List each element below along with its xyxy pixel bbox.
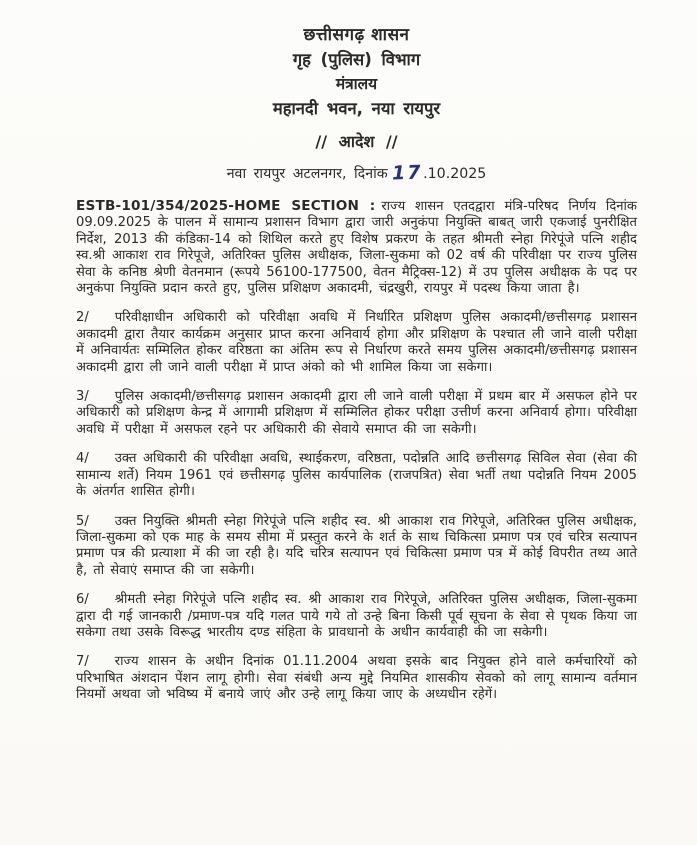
paragraph-7-number: 7/ — [76, 654, 89, 670]
building-location: महानदी भवन, नया रायपुर — [272, 99, 441, 118]
order-title: // आदेश // — [315, 132, 398, 151]
ministry-label: मंत्रालय — [335, 75, 378, 93]
document-header — [76, 22, 637, 183]
paragraph-6 — [76, 592, 637, 641]
date-line — [76, 161, 637, 183]
paragraph-7-text: राज्य शासन के अधीन दिनांक 01.11.2004 अथवा इसके बाद नियुक्त होने वाले कर्मचारियों को परिभाषित अंशदान पेंशन लागू होगी। सेवा संबंधी अन्य मुद्दे नियमित शासकीय सेवको को लागू सामान्य वर्तमान नियमों अथवा जो भविष्य में बनाये जाएं और उन्हे लागू किया जाए के अध्यधीन रहेगें। — [76, 654, 637, 703]
date-rest: .10.2025 — [423, 166, 487, 182]
paragraph-1-text: राज्य शासन एतदद्वारा मंत्रि-परिषद निर्णय दिनांक 09.09.2025 के पालन में सामान्य प्रशासन विभाग द्वारा जारी अनुकंपा नियुक्ति बाबत् जारी एकजाई पुनरीक्षित निर्देश, 2013 की कंडिका-14 को शिथिल करते हुए विशेष प्रकरण के तहत श्रीमती स्नेहा गिरेपूंजे पत्नि शहीद स्व.श्री आकाश राव गिरेपूजे, अतिरिक्त पुलिस अधीक्षक, जिला-सुकमा को 02 वर्ष की परिवीक्षा पर राज्य पुलिस सेवा के कनिष्ठ श्रेणी वेतनमान (रूपये 56100-177500, वेतन मैट्रिक्स-12) में उप पुलिस अधीक्षक के पद पर अनुकंपा नियुक्ति प्रदान करते हुए, पुलिस प्रशिक्षण अकादमी, चंद्रखुरी, रायपुर में पदस्थ किया जाता है। — [76, 199, 637, 297]
paragraph-2-number: 2/ — [76, 310, 89, 326]
government-name: छत्तीसगढ़ शासन — [303, 25, 410, 45]
paragraph-4-number: 4/ — [76, 451, 89, 467]
paragraph-2-text: परिवीक्षाधीन अधिकारी को परिवीक्षा अवधि में निर्धारित प्रशिक्षण पुलिस अकादमी/छत्तीसगढ़ प्रशासन अकादमी द्वारा तैयार कार्यक्रम अनुसार प्राप्त करना अनिवार्य होगा और प्रशिक्षण के पश्चात ली जाने वाली परीक्षा में अनिवार्यतः सम्मिलित होकर वरिष्ठता का अंतिम रूप से निर्धारण करते समय पुलिस अकादमी/छत्तीसगढ़ प्रशासन अकादमी द्वारा ली जाने वाली परीक्षा में प्राप्त अंको को भी शामिल किया जा सकेगा। — [76, 310, 637, 375]
handwritten-date-day: 17 — [391, 161, 423, 185]
paragraph-3-number: 3/ — [76, 389, 89, 405]
paragraph-5-text: उक्त नियुक्ति श्रीमती स्नेहा गिरेपूंजे पत्नि शहीद स्व. श्री आकाश राव गिरेपूजे, अतिरिक्त पुलिस अधीक्षक, जिला-सुकमा को एक माह के समय सीमा में प्रस्तुत करने के शर्त के साथ चिकित्सा प्रमाण पत्र एवं चरित्र सत्यापन प्रमाण पत्र की प्रत्याशा में की जा रही है। यदि चरित्र सत्यापन एवं चिकित्सा प्रमाण पत्र में कोई विपरीत तथ्य आते है, तो सेवाएं समाप्त की जा सकेगी। — [76, 513, 637, 578]
paragraph-5-number: 5/ — [76, 513, 89, 529]
paragraph-6-number: 6/ — [76, 592, 89, 608]
paragraph-6-text: श्रीमती स्नेहा गिरेपूंजे पत्नि शहीद स्व. श्री आकाश राव गिरेपूजे, अतिरिक्त पुलिस अधीक्षक, जिला-सुकमा द्वारा दी गई जानकारी /प्रमाण-पत्र यदि गलत पाये गये तो उन्हे बिना किसी पूर्व सूचना के सेवा से पृथक किया जा सकेगा तथा उसके विरूद्ध भारतीय दण्ड संहिता के प्रावधानो के अधीन कार्यवाही की जा सकेगी। — [76, 592, 637, 640]
document-body — [76, 198, 637, 704]
paragraph-1 — [76, 198, 637, 297]
paragraph-3 — [76, 389, 637, 438]
paragraph-4 — [76, 451, 637, 500]
paragraph-2 — [76, 310, 637, 376]
paragraph-3-text: पुलिस अकादमी/छत्तीसगढ़ प्रशासन अकादमी द्वारा ली जाने वाली परीक्षा में प्रथम बार में असफल होने पर अधिकारी को प्रशिक्षण केन्द्र में आगामी प्रशिक्षण में सम्मिलित होकर परीक्षा उत्तीर्ण करना अनिवार्य होगा। परिवीक्षा अवधि में परीक्षा में असफल रहने पर अधिकारी की सेवाये समाप्त की जा सकेगी। — [76, 389, 637, 437]
department-name: गृह (पुलिस) विभाग — [292, 50, 421, 69]
file-reference-number: ESTB-101/354/2025-HOME SECTION : — [76, 198, 376, 214]
paragraph-5 — [76, 514, 637, 580]
date-prefix: नवा रायपुर अटलनगर, दिनांक — [226, 166, 388, 182]
paragraph-4-text: उक्त अधिकारी की परिवीक्षा अवधि, स्थाईकरण, वरिष्ठता, पदोन्नति आदि छत्तीसगढ़ सिविल सेवा (सेवा की सामान्य शर्ते) नियम 1961 एवं छत्तीसगढ़ पुलिस कार्यपालिक (राजपत्रित) सेवा भर्ती तथा पदोन्नति नियम 2005 के अंतर्गत शासित होगी। — [76, 451, 637, 500]
paragraph-7 — [76, 654, 637, 703]
